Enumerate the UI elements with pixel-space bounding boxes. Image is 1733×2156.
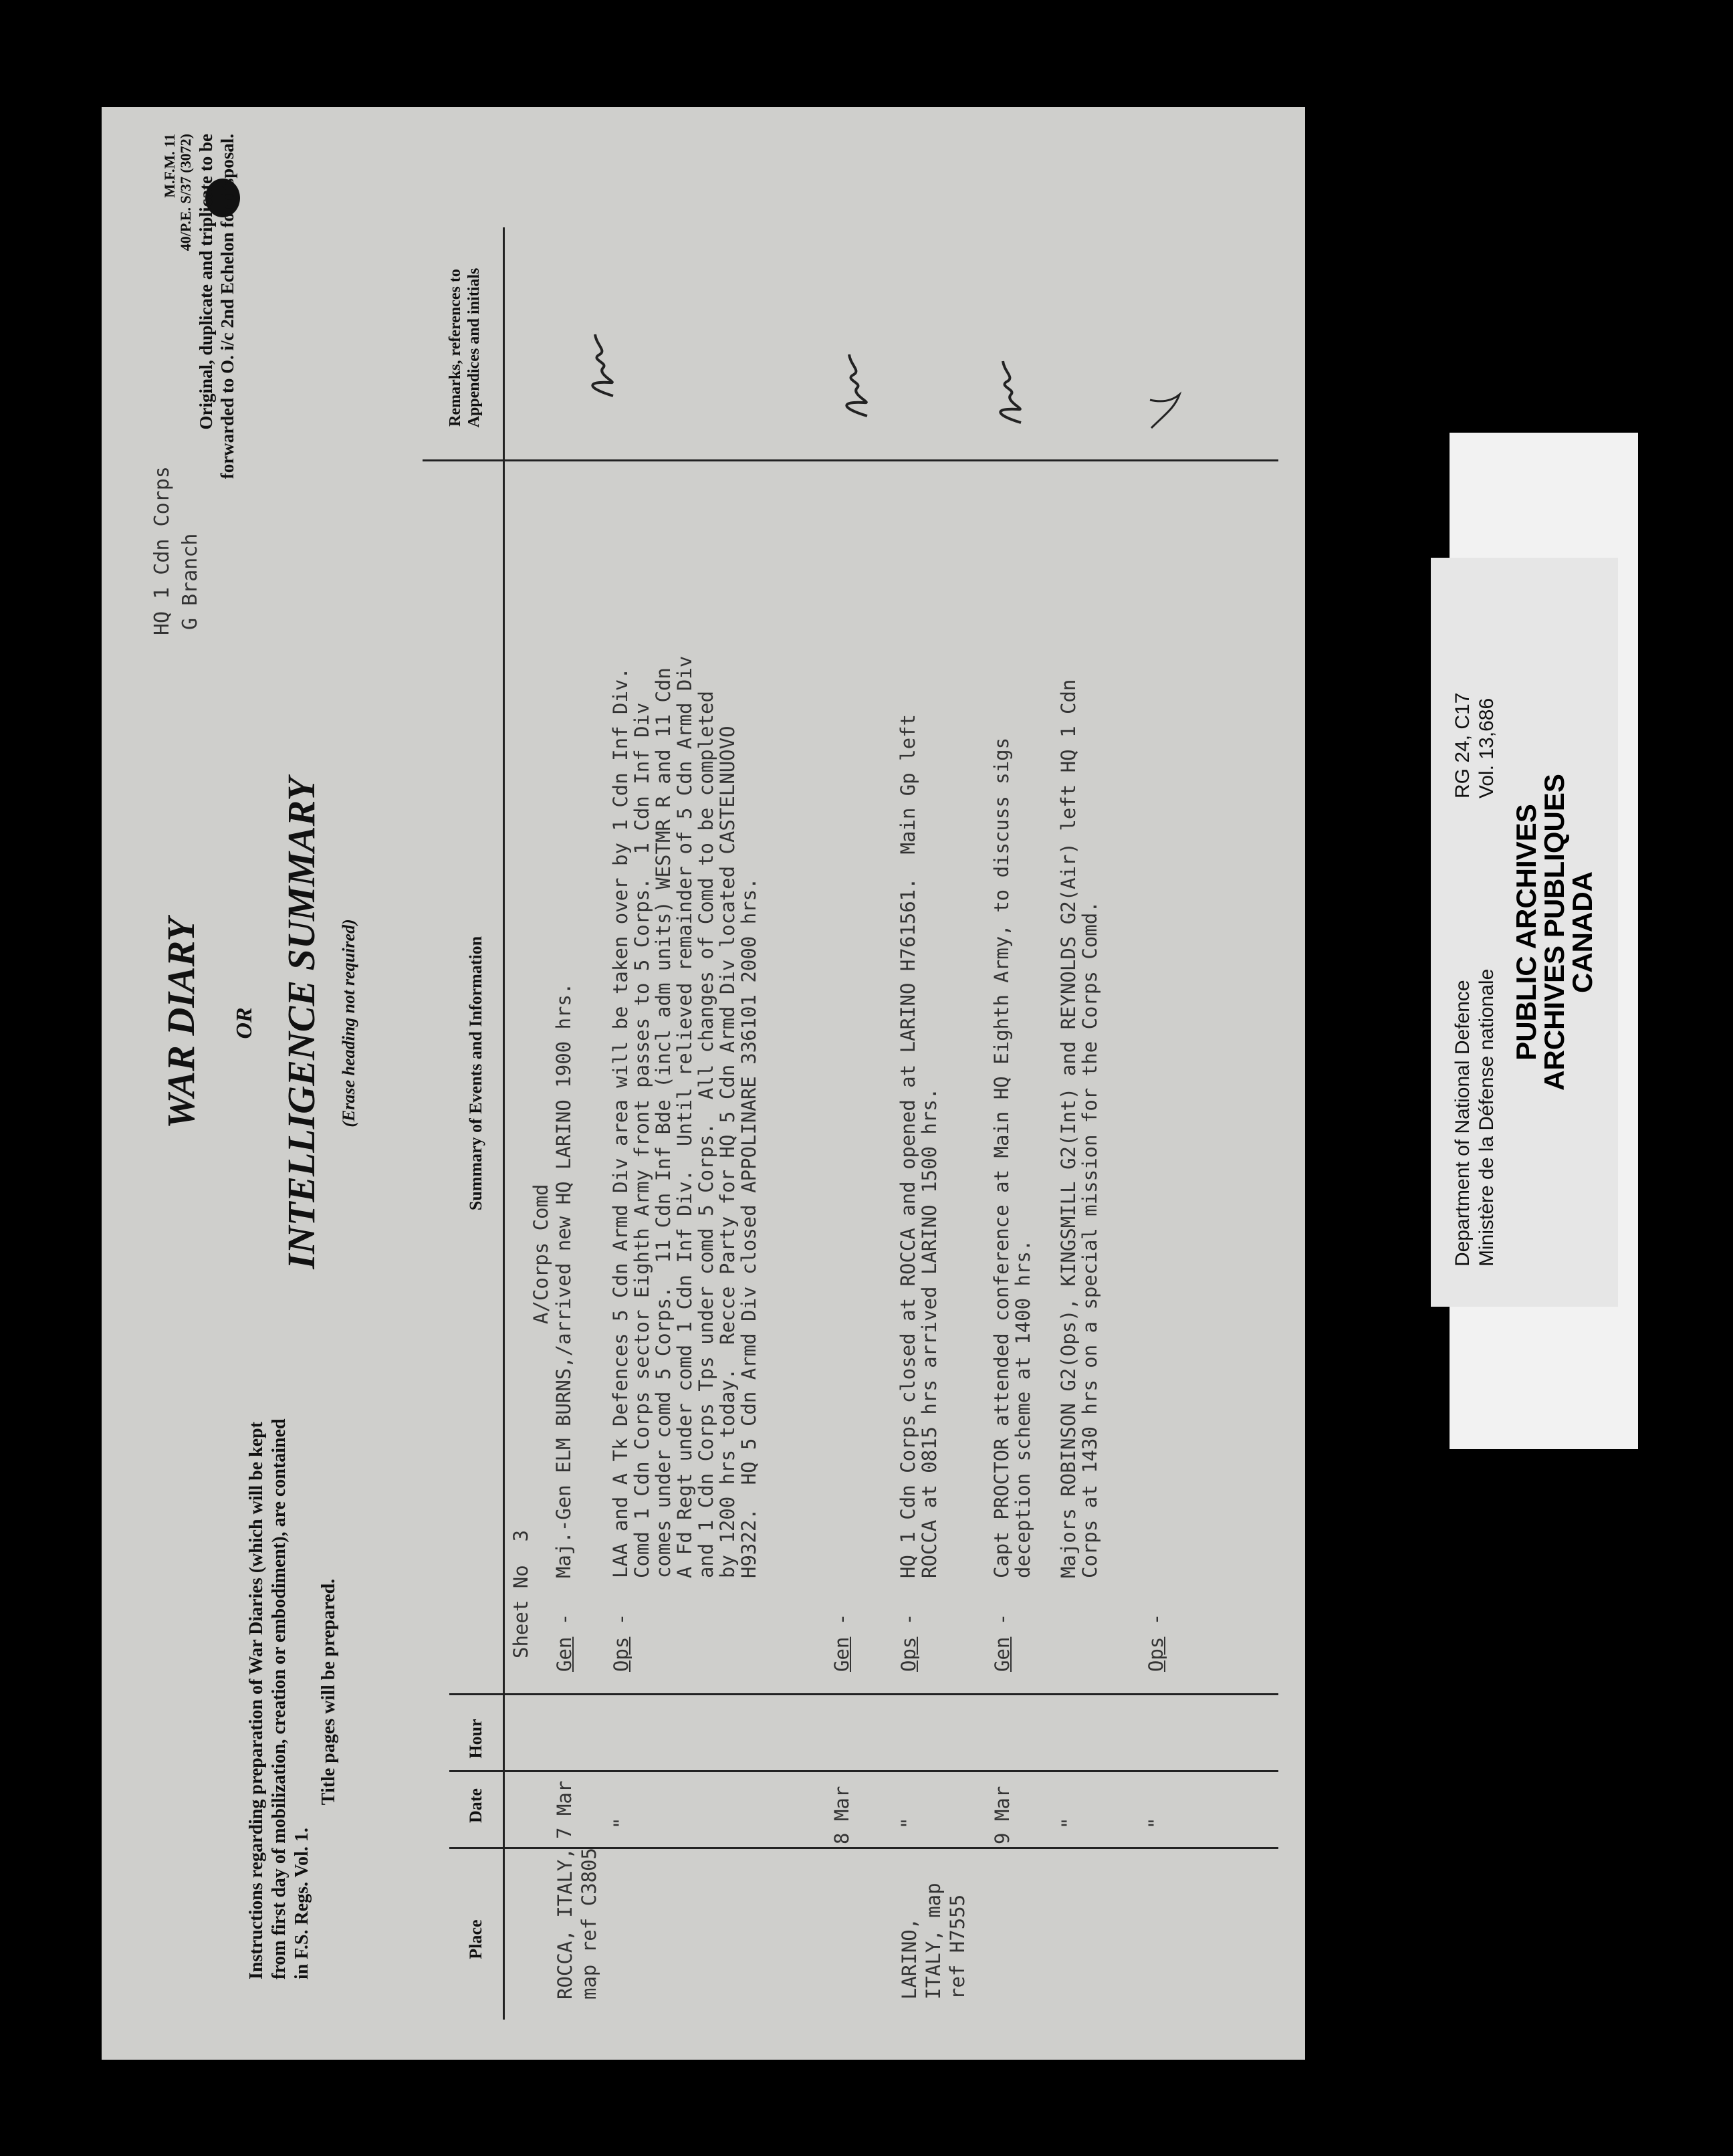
form-id-line-2: 40/P.E. S/37 (3072) — [177, 134, 194, 251]
department-french: Ministère de la Défense nationale — [1476, 968, 1498, 1267]
column-header-remarks: Remarks, references to Appendices and initials — [447, 267, 483, 428]
entry-date: " — [610, 1817, 632, 1829]
archive-name-french: ARCHIVES PUBLIQUES — [1538, 774, 1570, 1091]
entry-text: Majors ROBINSON G2(Ops), KINGSMILL G2(Int) and REYNOLDS G2(Air) left HQ 1 Cdn Corps at 1430 hrs on a special mission for the Corps Comd. — [1057, 679, 1101, 1578]
entry-insert: A/Corps Comd — [530, 1184, 552, 1324]
column-header-date: Date — [466, 1788, 485, 1823]
entry-type-label: Ops — [897, 1636, 920, 1672]
signature-initials-icon — [583, 328, 623, 401]
volume-number: Vol. 13,686 — [1476, 697, 1498, 798]
unit-line-1: HQ 1 Cdn Corps — [150, 466, 174, 635]
check-mark-icon — [1145, 368, 1185, 441]
signature-initials-icon — [991, 354, 1031, 428]
entry-type: Gen - — [830, 1613, 853, 1672]
entry-type-label: Gen — [991, 1636, 1014, 1672]
instructions-text: Instructions regarding preparation of War Diaries (which will be kept from first day of mobilization, creation or embodiment), are contained in F.S. Regs. Vol. 1. — [246, 1418, 312, 1979]
form-title-or: OR — [232, 1007, 257, 1039]
original-copies-note: Original, duplicate and triplicate to be forwarded to O. i/c 2nd Echelon for disposal. — [196, 134, 237, 479]
form-id — [162, 134, 194, 301]
entry-text: Maj.-Gen ELM BURNS,/arrived new HQ LARINO 1900 hrs. — [552, 982, 575, 1578]
form-title: WAR DIARY — [159, 918, 203, 1129]
archive-department — [1451, 865, 1499, 1267]
title-pages-note: Title pages will be prepared. — [318, 1578, 339, 1806]
header-rule — [503, 227, 505, 2020]
column-header-hour: Hour — [466, 1719, 485, 1759]
archive-label — [1431, 558, 1618, 1307]
entry-type: Ops - — [1145, 1613, 1167, 1672]
archive-country: CANADA — [1567, 871, 1598, 993]
instructions-note — [245, 1404, 340, 1979]
record-group: RG 24, C17 — [1452, 692, 1474, 798]
entry-date: " — [897, 1817, 920, 1829]
signature-initials-icon — [837, 348, 877, 421]
entry-date: 9 Mar — [991, 1786, 1014, 1844]
entry-type-label: Ops — [1145, 1636, 1167, 1672]
entry-type: Gen - — [553, 1613, 576, 1672]
entry-place: ROCCA, ITALY, map ref C3805 — [554, 1848, 600, 2000]
erase-heading-note: (Erase heading not required) — [339, 919, 358, 1127]
form-id-line-1: M.F.M. 11 — [161, 134, 178, 198]
entry-date: 8 Mar — [830, 1786, 853, 1844]
war-diary-page — [102, 107, 1305, 2060]
column-header-summary: Summary of Events and Information — [466, 936, 485, 1211]
entry-text: Capt PROCTOR attended conference at Main HQ Eighth Army, to discuss sigs deception scheme at 1400 hrs. — [990, 737, 1034, 1578]
entry-type: Ops - — [610, 1613, 632, 1672]
column-header-place: Place — [466, 1919, 485, 1959]
entry-type: Gen - — [991, 1613, 1014, 1672]
entry-text: LAA and A Tk Defences 5 Cdn Armd Div area will be taken over by 1 Cdn Inf Div. Comd 1 Cdn Corps sector Eighth Army front passes to 5 Corps. 1 Cdn Inf Div comes under comd 5 Corps. 11 Cdn Inf Bde (incl adm units) WESTMR R and 11 Cdn A Fd Regt under comd 1 Cdn Inf Div. Until relieved remainder of 5 Cdn Armd Div and 1 Cdn Corps Tps under comd 5 Corps. All changes of Comd to be completed by 1200 hrs today. Recce Party for HQ 5 Cdn Armd Div located CASTELNUOVO H9322. HQ 5 Cdn Armd Div closed APPOLINARE 336101 2000 hrs. — [609, 655, 760, 1578]
entry-type-label: Ops — [610, 1636, 632, 1672]
hour-summary-divider — [449, 1693, 1278, 1695]
archive-name — [1512, 558, 1597, 1307]
entry-type: Ops - — [897, 1613, 920, 1672]
entry-place: LARINO, ITALY, map ref H7555 — [898, 1882, 969, 2000]
sheet-number: Sheet No 3 — [509, 1529, 532, 1658]
unit-line-2: G Branch — [179, 533, 202, 630]
entry-date: " — [1058, 1817, 1080, 1829]
entry-type-label: Gen — [830, 1636, 853, 1672]
archive-name-english: PUBLIC ARCHIVES — [1510, 804, 1542, 1061]
department-english: Department of National Defence — [1452, 980, 1474, 1267]
entry-date: 7 Mar — [553, 1780, 576, 1839]
entry-type-label: Gen — [553, 1636, 576, 1672]
entry-text: HQ 1 Cdn Corps closed at ROCCA and opened at LARINO H761561. Main Gp left ROCCA at 0815 hrs arrived LARINO 1500 hrs. — [897, 714, 941, 1578]
form-subtitle: INTELLIGENCE SUMMARY — [279, 777, 323, 1269]
entry-date: " — [1145, 1817, 1167, 1829]
summary-remarks-divider — [423, 459, 1278, 461]
archive-reference — [1451, 584, 1499, 798]
